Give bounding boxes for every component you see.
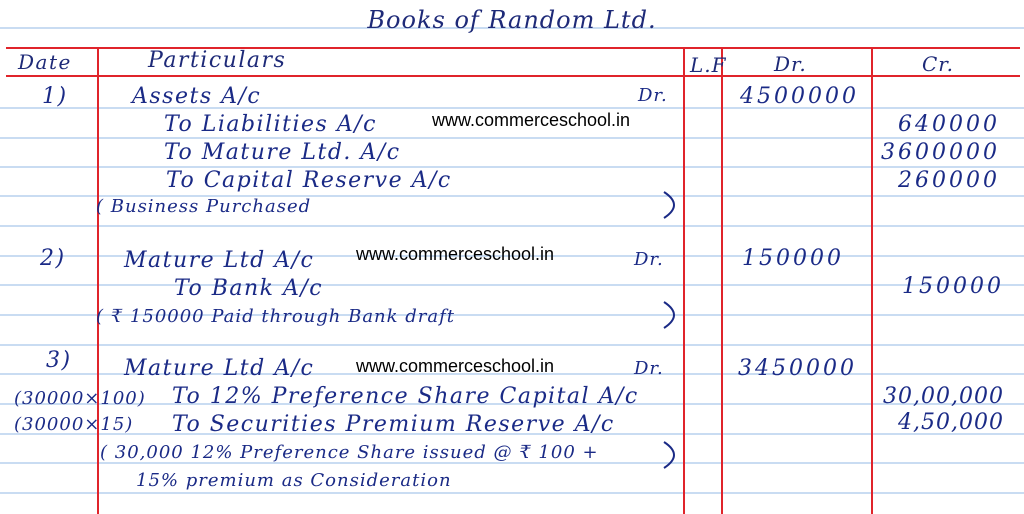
entry-1-credit-1-amount: 640000	[898, 112, 1000, 137]
entry-2-narration-close	[668, 302, 678, 327]
watermark: www.commerceschool.in	[432, 110, 631, 130]
entry-2-dr-mark: Dr.	[634, 249, 664, 270]
watermark: www.commerceschool.in	[356, 356, 555, 376]
entry-2-dr-amount: 150000	[742, 246, 844, 271]
entry-3-dr-mark: Dr.	[634, 358, 664, 379]
entry-2-credit-1-amount: 150000	[902, 274, 1004, 299]
entry-1-narration: ( Business Purchased	[96, 196, 312, 217]
entry-1-credit-3-amount: 260000	[898, 168, 1000, 193]
entry-3-credit-1-amount: 30,00,000	[883, 384, 1004, 409]
entry-3-credit-2: To Securities Premium Reserve A/c	[172, 412, 615, 437]
entry-2-narration: ( ₹ 150000 Paid through Bank draft	[96, 306, 456, 327]
entry-2-debit-account: Mature Ltd A/c	[124, 248, 315, 273]
entry-1-number: 1)	[42, 84, 68, 109]
entry-3-debit-account: Mature Ltd A/c	[124, 356, 315, 381]
header-lf: L.F	[690, 53, 727, 77]
header-cr: Cr.	[922, 52, 955, 76]
page-title: Books of Random Ltd.	[367, 6, 657, 34]
entry-3-dr-amount: 3450000	[738, 356, 857, 381]
entry-1-dr-amount: 4500000	[740, 84, 859, 109]
entry-1-debit-account: Assets A/c	[132, 84, 262, 109]
watermark: www.commerceschool.in	[356, 244, 555, 264]
entry-1-narration-close	[668, 192, 678, 217]
header-date: Date	[18, 50, 72, 74]
entry-3-credit-1-calc: (30000×100)	[14, 388, 146, 409]
entry-1-credit-2: To Mature Ltd. A/c	[164, 140, 401, 165]
entry-3-narration-line-1: ( 30,000 12% Preference Share issued @ ₹ 100 +	[100, 442, 599, 463]
entry-2-credit-1: To Bank A/c	[174, 276, 324, 301]
header-particulars: Particulars	[148, 48, 287, 73]
entry-3-credit-1: To 12% Preference Share Capital A/c	[172, 384, 639, 409]
entry-3-credit-2-calc: (30000×15)	[14, 414, 134, 435]
entry-2-number: 2)	[40, 246, 66, 271]
entry-1-dr-mark: Dr.	[638, 85, 668, 106]
entry-3-narration-line-2: 15% premium as Consideration	[136, 470, 452, 491]
entry-1-credit-2-amount: 3600000	[881, 140, 1000, 165]
entry-3-number: 3)	[46, 348, 72, 373]
entry-1-credit-3: To Capital Reserve A/c	[166, 168, 452, 193]
entry-3-narration-close	[668, 442, 678, 467]
entry-3-credit-2-amount: 4,50,000	[898, 410, 1004, 435]
entry-1-credit-1: To Liabilities A/c	[164, 112, 377, 137]
header-dr: Dr.	[774, 52, 807, 76]
